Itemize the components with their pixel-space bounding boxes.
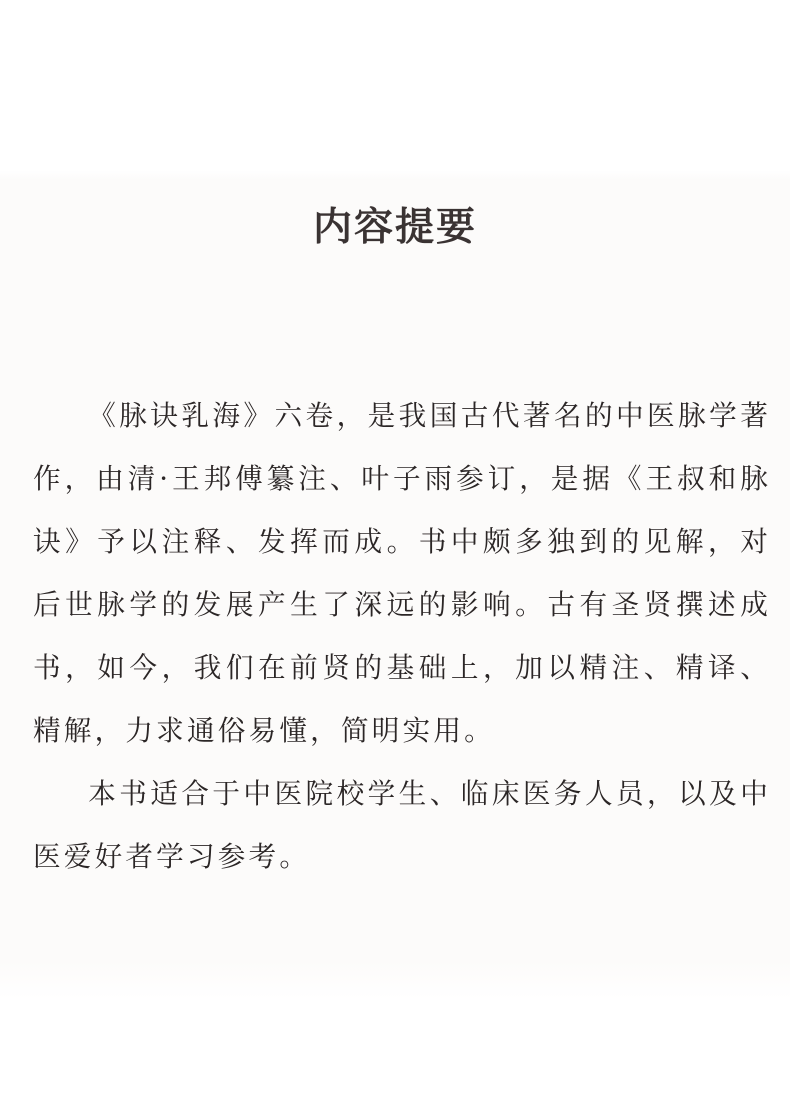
page-title: 内容提要 [312,205,477,250]
summary-body [33,384,771,888]
summary-paragraph-2: 本书适合于中医院校学生、临床医务人员，以及中医爱好者学习参考。 [33,777,771,873]
summary-paragraph-1: 《脉诀乳海》六卷，是我国古代著名的中医脉学著作，由清·王邦傅纂注、叶子雨参订，是据《王叔和脉诀》予以注释、发挥而成。书中颇多独到的见解，对后世脉学的发展产生了深远的影响。古有圣贤撰述成书，如今，我们在前贤的基础上，加以精注、精译、精解，力求通俗易懂，简明实用。 [33,399,771,747]
